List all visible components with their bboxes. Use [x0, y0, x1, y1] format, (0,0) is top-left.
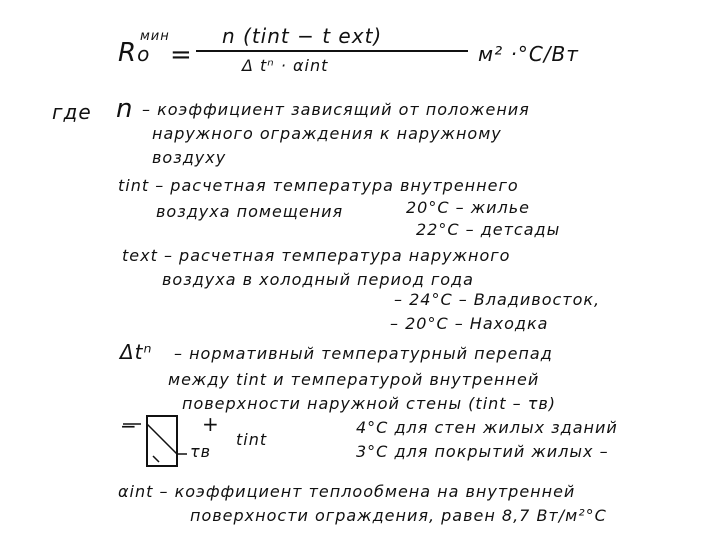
- wall-shape: [147, 416, 177, 466]
- n-line-3: воздуху: [152, 148, 227, 167]
- text-line-2: воздуха в холодный период года: [162, 270, 474, 289]
- formula-lhs-symbol: R: [118, 38, 138, 68]
- formula-denominator: Δ tⁿ · αint: [242, 56, 329, 75]
- alpha-line-2: поверхности ограждения, равен 8,7 Вт/м²°С: [190, 506, 607, 525]
- tint-value-1: 20°С – жилье: [406, 198, 531, 217]
- text-line-1: text – расчетная температура наружного: [122, 246, 511, 265]
- sketch-tint-label: tint: [236, 430, 268, 449]
- sketch-minus: −: [120, 414, 138, 438]
- formula-lhs-sup: мин: [140, 29, 170, 44]
- sketch-plus: +: [202, 412, 220, 436]
- where-label: где: [52, 100, 92, 124]
- n-line-2: наружного ограждения к наружному: [152, 124, 502, 143]
- n-line-1: – коэффициент зависящий от положения: [142, 100, 530, 119]
- text-value-1: – 24°С – Владивосток,: [394, 290, 601, 309]
- tint-line-1: tint – расчетная температура внутреннего: [118, 176, 519, 195]
- fraction-bar: [196, 50, 468, 52]
- dt-line-3: поверхности наружной стены (tint – τв): [182, 394, 557, 413]
- tint-line-2: воздуха помещения: [156, 202, 344, 221]
- dt-value-1: 4°С для стен жилых зданий: [356, 418, 618, 437]
- formula-equals: =: [170, 40, 193, 70]
- formula-units: м² ·°C/Вт: [478, 42, 579, 66]
- n-symbol: n: [116, 94, 134, 124]
- dt-symbol: Δtⁿ: [120, 340, 153, 364]
- dt-value-2: 3°С для покрытий жилых –: [356, 442, 609, 461]
- formula-numerator: n (tint − t ext): [222, 24, 383, 48]
- formula-lhs-sub: o: [137, 42, 151, 66]
- tint-value-2: 22°С – детсады: [416, 220, 561, 239]
- alpha-line-1: αint – коэффициент теплообмена на внутренней: [118, 482, 576, 501]
- text-value-2: – 20°С – Находка: [390, 314, 549, 333]
- sketch-tau-label: τв: [190, 442, 212, 461]
- dt-line-1: – нормативный температурный перепад: [174, 344, 553, 363]
- dt-line-2: между tint и температурой внутренней: [168, 370, 540, 389]
